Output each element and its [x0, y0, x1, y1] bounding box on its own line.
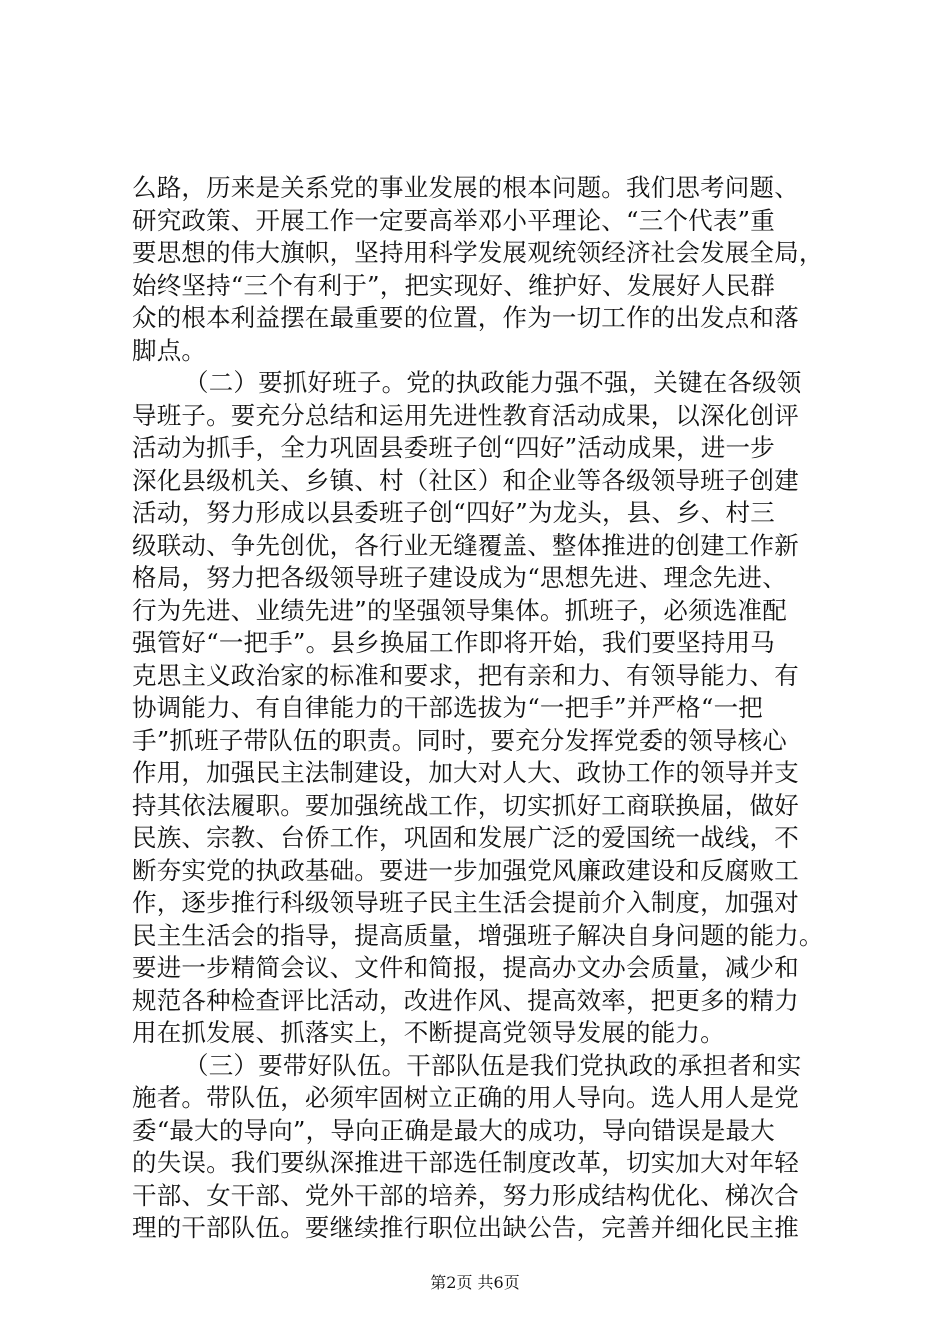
text-line: 导班子。要充分总结和运用先进性教育活动成果，以深化创评 — [132, 400, 799, 430]
text-line: 民主生活会的指导，提高质量，增强班子解决自身问题的能力。 — [132, 920, 824, 950]
text-line: 活动为抓手，全力巩固县委班子创“四好”活动成果，进一步 — [132, 433, 775, 462]
text-line: 脚点。 — [132, 335, 207, 365]
text-line: 施者。带队伍，必须牢固树立正确的用人导向。选人用人是党 — [132, 1083, 799, 1112]
text-line: 克思主义政治家的标准和要求，把有亲和力、有领导能力、有 — [132, 660, 799, 690]
text-line: 民族、宗教、台侨工作，巩固和发展广泛的爱国统一战线，不 — [132, 823, 799, 852]
text-line: 要思想的伟大旗帜，坚持用科学发展观统领经济社会发展全局， — [132, 238, 824, 267]
text-line: 用在抓发展、抓落实上，不断提高党领导发展的能力。 — [132, 1018, 725, 1047]
text-line: 活动，努力形成以县委班子创“四好”为龙头，县、乡、村三 — [132, 498, 775, 527]
text-line: 理的干部队伍。要继续推行职位出缺公告，完善并细化民主推 — [132, 1213, 799, 1242]
page-number-footer: 第2页 共6页 — [430, 1273, 520, 1292]
text-line: 的失误。我们要纵深推进干部选任制度改革，切实加大对年轻 — [132, 1148, 799, 1177]
document-body — [132, 172, 832, 1245]
text-line: 断夯实党的执政基础。要进一步加强党风廉政建设和反腐败工 — [132, 855, 799, 885]
text-line: 委“最大的导向”，导向正确是最大的成功，导向错误是最大 — [132, 1115, 775, 1145]
text-line: 始终坚持“三个有利于”，把实现好、维护好、发展好人民群 — [132, 270, 775, 300]
text-line: 深化县级机关、乡镇、村（社区）和企业等各级领导班子创建 — [132, 465, 799, 495]
text-line: 作，逐步推行科级领导班子民主生活会提前介入制度，加强对 — [132, 888, 799, 917]
text-line: 要进一步精简会议、文件和简报，提高办文办会质量，减少和 — [132, 953, 799, 982]
text-line: 格局，努力把各级领导班子建设成为“思想先进、理念先进、 — [132, 563, 787, 592]
text-line: 么路，历来是关系党的事业发展的根本问题。我们思考问题、 — [132, 173, 799, 202]
text-line: 众的根本利益摆在最重要的位置，作为一切工作的出发点和落 — [132, 303, 799, 332]
text-line: 级联动、争先创优，各行业无缝覆盖、整体推进的创建工作新 — [132, 530, 799, 560]
text-line: 行为先进、业绩先进”的坚强领导集体。抓班子，必须选准配 — [132, 595, 787, 625]
paragraph-start-line: （二）要抓好班子。党的执政能力强不强，关键在各级领 — [184, 368, 802, 397]
text-line: 强管好“一把手”。县乡换届工作即将开始，我们要坚持用马 — [132, 628, 775, 657]
text-line: 作用，加强民主法制建设，加大对人大、政协工作的领导并支 — [132, 758, 799, 787]
text-line: 协调能力、有自律能力的干部选拔为“一把手”并严格“一把 — [132, 693, 763, 722]
paragraph-start-line: （三）要带好队伍。干部队伍是我们党执政的承担者和实 — [184, 1050, 802, 1080]
text-line: 规范各种检查评比活动，改进作风、提高效率，把更多的精力 — [132, 985, 799, 1015]
text-line: 持其依法履职。要加强统战工作，切实抓好工商联换届，做好 — [132, 790, 799, 820]
text-line: 干部、女干部、党外干部的培养，努力形成结构优化、梯次合 — [132, 1180, 799, 1210]
text-line: 研究政策、开展工作一定要高举邓小平理论、“三个代表”重 — [132, 205, 775, 235]
text-line: 手”抓班子带队伍的职责。同时，要充分发挥党委的领导核心 — [132, 725, 787, 755]
